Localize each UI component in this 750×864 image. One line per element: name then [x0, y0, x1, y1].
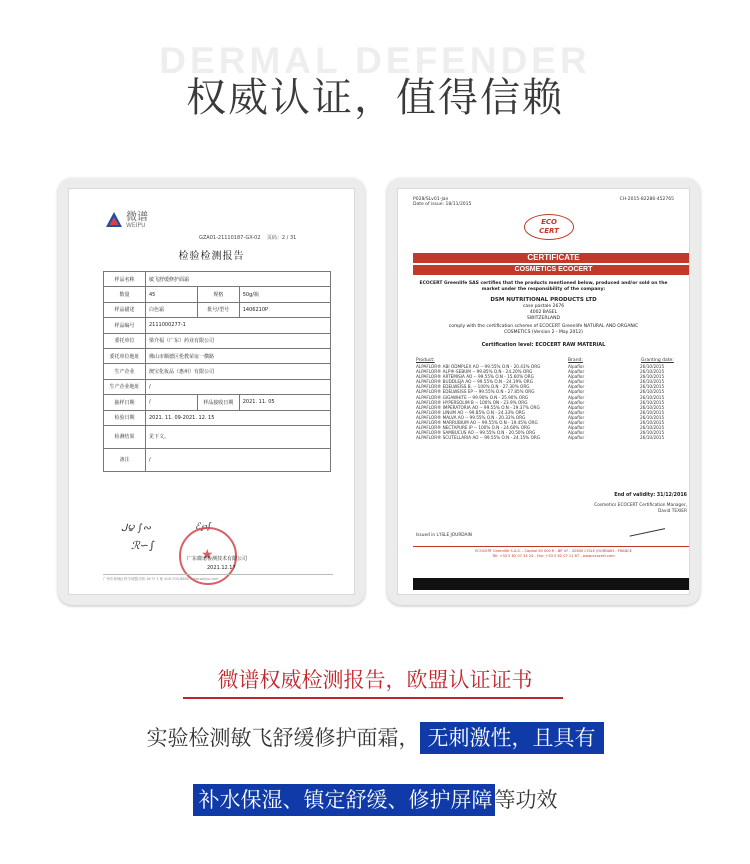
description-line-2: 补水保湿、镇定舒缓、修护屏障等功效	[0, 784, 750, 814]
certification-level: Certification level: ECOCERT RAW MATERIAL	[481, 342, 606, 348]
test-report-card[interactable]	[58, 178, 365, 605]
lab-name: 广东微谱检测技术有限公司	[187, 556, 248, 562]
list-item: ALPAFLOR® SCUTELLARIA AO -- 99.55% O.N - 24.15% ORG Alpaflor 26/10/2015	[416, 435, 665, 441]
highlight-1: 无刺激性，且具有	[420, 722, 604, 754]
list-item: ALPAFLOR® SAMBUCUS AO -- 99.55% O.N - 20.50% ORG Alpaflor 26/10/2015	[416, 430, 665, 436]
report-table	[103, 271, 331, 472]
list-item: ALPAFLOR® NECTAPURE IP -- 100% O.N - 24.60% ORG Alpaflor 26/10/2015	[416, 425, 665, 431]
list-item: ALPAFLOR® MARRUBIUM AO -- 99.55% O.N - 19.45% ORG Alpaflor 26/10/2015	[416, 420, 665, 426]
lab-date: 2021.12.17	[207, 565, 236, 571]
manager-signature	[627, 515, 665, 536]
list-item: ALPAFLOR® EDELWEISS EP -- 99.55% O.N - 27.85% ORG Alpaflor 26/10/2015	[416, 389, 665, 395]
table-row: 委托单位 梁介福（广东）药业有限公司	[104, 333, 331, 348]
table-row: 委托单位地址 佛山市顺德区伦教荣谊一横路	[104, 348, 331, 363]
company-name: DSM NUTRITIONAL PRODUCTS LTD	[490, 297, 597, 303]
highlight-2: 补水保湿、镇定舒缓、修护屏障	[193, 784, 495, 816]
ecocert-certificate-card[interactable]	[387, 178, 700, 605]
table-row: 检验日期 2021. 11. 09-2021. 12. 15	[104, 410, 331, 425]
list-item: ALPAFLOR® ARTEMISIA AO -- 99.55% O.N - 15.60% ORG Alpaflor 26/10/2015	[416, 374, 665, 380]
list-item: ALPAFLOR® EDELWEISS B. -- 100% O.N - 27.30% ORG Alpaflor 26/10/2015	[416, 384, 665, 390]
company-address-2: 4002 BASEL	[529, 310, 558, 315]
certificate-ref: P028/SLv01-Jan Date of issue: 18/11/2015	[413, 197, 472, 207]
list-item: ALPAFLOR® BUDDLEJA AO -- 99.55% O.N - 24.19% ORG Alpaflor 26/10/2015	[416, 379, 665, 385]
watermark-text: DERMAL DEFENDER	[159, 40, 591, 81]
table-row: 生产企业 澳宝化妆品（惠州）有限公司	[104, 364, 331, 379]
report-number: GZA01-21110187-GX-02 页码：2 / 31	[199, 235, 297, 241]
list-item: ALPAFLOR® IMPERATORIA AO -- 99.55% O.N - 19.37% ORG Alpaflor 26/10/2015	[416, 404, 665, 410]
certificate-banner: CERTIFICATE	[413, 253, 690, 263]
certificate-footer: ECOCERT Greenlife S.A.S. - Capital 50 000 € - BP 47 - 32600 L'ISLE JOURDAIN - FRANCE Tél: +33 5 62 07 34 24 - Fax: +33 5 62 07 11 67 - www.ecocert.com	[413, 546, 690, 558]
report-title: 检验检测报告	[178, 251, 245, 262]
certificate-intro: ECOCERT Greenlife SAS certifies that the products mentioned below, produced and/or sold on the market under the responsibility of the company:	[419, 281, 668, 292]
certificate-number: CH-2015-82286-452765	[619, 197, 674, 202]
brand-name-cn: 微谱	[126, 210, 148, 223]
table-row: 样品名称 敏飞舒缓修护面霜	[104, 272, 331, 287]
cosmetics-banner: COSMETICS ECOCERT	[413, 265, 690, 275]
comply-text: comply with the certification scheme of ECOCERT Greenlife NATURAL AND ORGANIC COSMETICS (Version 2 - May 2012)	[448, 324, 639, 335]
list-item: ALPAFLOR® MALVA AO -- 99.55% O.N - 20.33% ORG Alpaflor 26/10/2015	[416, 414, 665, 420]
ecocert-logo-icon: ECO CERT	[524, 214, 574, 240]
test-report-paper	[68, 188, 355, 595]
col-brand: Brand:	[568, 358, 583, 363]
list-item: ALPAFLOR® ALP®-SEBUM -- 99.85% O.N - 24.20% ORG Alpaflor 26/10/2015	[416, 369, 665, 375]
certificate-paper	[397, 188, 690, 595]
table-row: 抽样日期 / 样品接收日期 2021. 11. 05	[104, 395, 331, 410]
table-row: 生产企业地址 /	[104, 379, 331, 394]
company-address-1: case postale 2676	[522, 304, 565, 309]
table-row: 检测结果 见下文。	[104, 425, 331, 448]
issued-place: Issued in L'ISLE JOURDAIN	[416, 533, 472, 538]
subtitle-underline	[183, 697, 563, 699]
list-item: ALPAFLOR® GIGAWHITE -- 99.90% O.N - 25.90% ORG Alpaflor 26/10/2015	[416, 394, 665, 400]
col-product: Product:	[416, 358, 435, 363]
certification-manager: Cosmetics ECOCERT Certification Manager, David TEXIER	[594, 503, 687, 514]
weipu-brand	[105, 211, 148, 229]
list-item: ALPAFLOR® ABI ODMPLEX AO -- 99.55% O.N - 20.43% ORG Alpaflor 26/10/2015	[416, 364, 665, 369]
list-item: ALPAFLOR® HYPERSOLIM B -- 100% ON - 23.9% ORG Alpaflor 26/10/2015	[416, 399, 665, 405]
description-line-1: 实验检测敏飞舒缓修护面霜， 无刺激性，且具有	[0, 722, 750, 752]
list-item: ALPAFLOR® LINUM AO -- 99.85% O.N - 24.33% ORG Alpaflor 26/10/2015	[416, 409, 665, 415]
table-row: 样品编号 2111000277-1	[104, 318, 331, 333]
product-list	[416, 364, 690, 440]
subtitle: 微谱权威检测报告，欧盟认证证书	[217, 668, 533, 692]
signature-1: ᒍ౪ ∫∾	[121, 523, 151, 534]
weipu-logo-icon	[105, 211, 123, 229]
page-headline: 权威认证，值得信赖	[186, 75, 564, 121]
certificate-footer-bar	[413, 578, 690, 590]
end-of-validity: End of validity: 31/12/2016	[614, 493, 687, 498]
company-address-3: SWITZERLAND	[527, 316, 560, 321]
report-footer: 广州市黄埔区科学城揽月路 16 号 3 栋 400-700-8600 www.weipu.com	[103, 574, 333, 582]
table-row: 样品描述 白色霜 批号/型号 1406210P	[104, 302, 331, 317]
signature-2: ℰ℘∫	[195, 522, 212, 532]
col-date: Granting date:	[641, 358, 674, 363]
brand-name-en: WEIPU	[126, 222, 146, 229]
signature-3: ℛ∽∫	[131, 539, 155, 552]
table-row: 备注 /	[104, 448, 331, 471]
table-row: 数量 45 规格 50g/瓶	[104, 287, 331, 302]
